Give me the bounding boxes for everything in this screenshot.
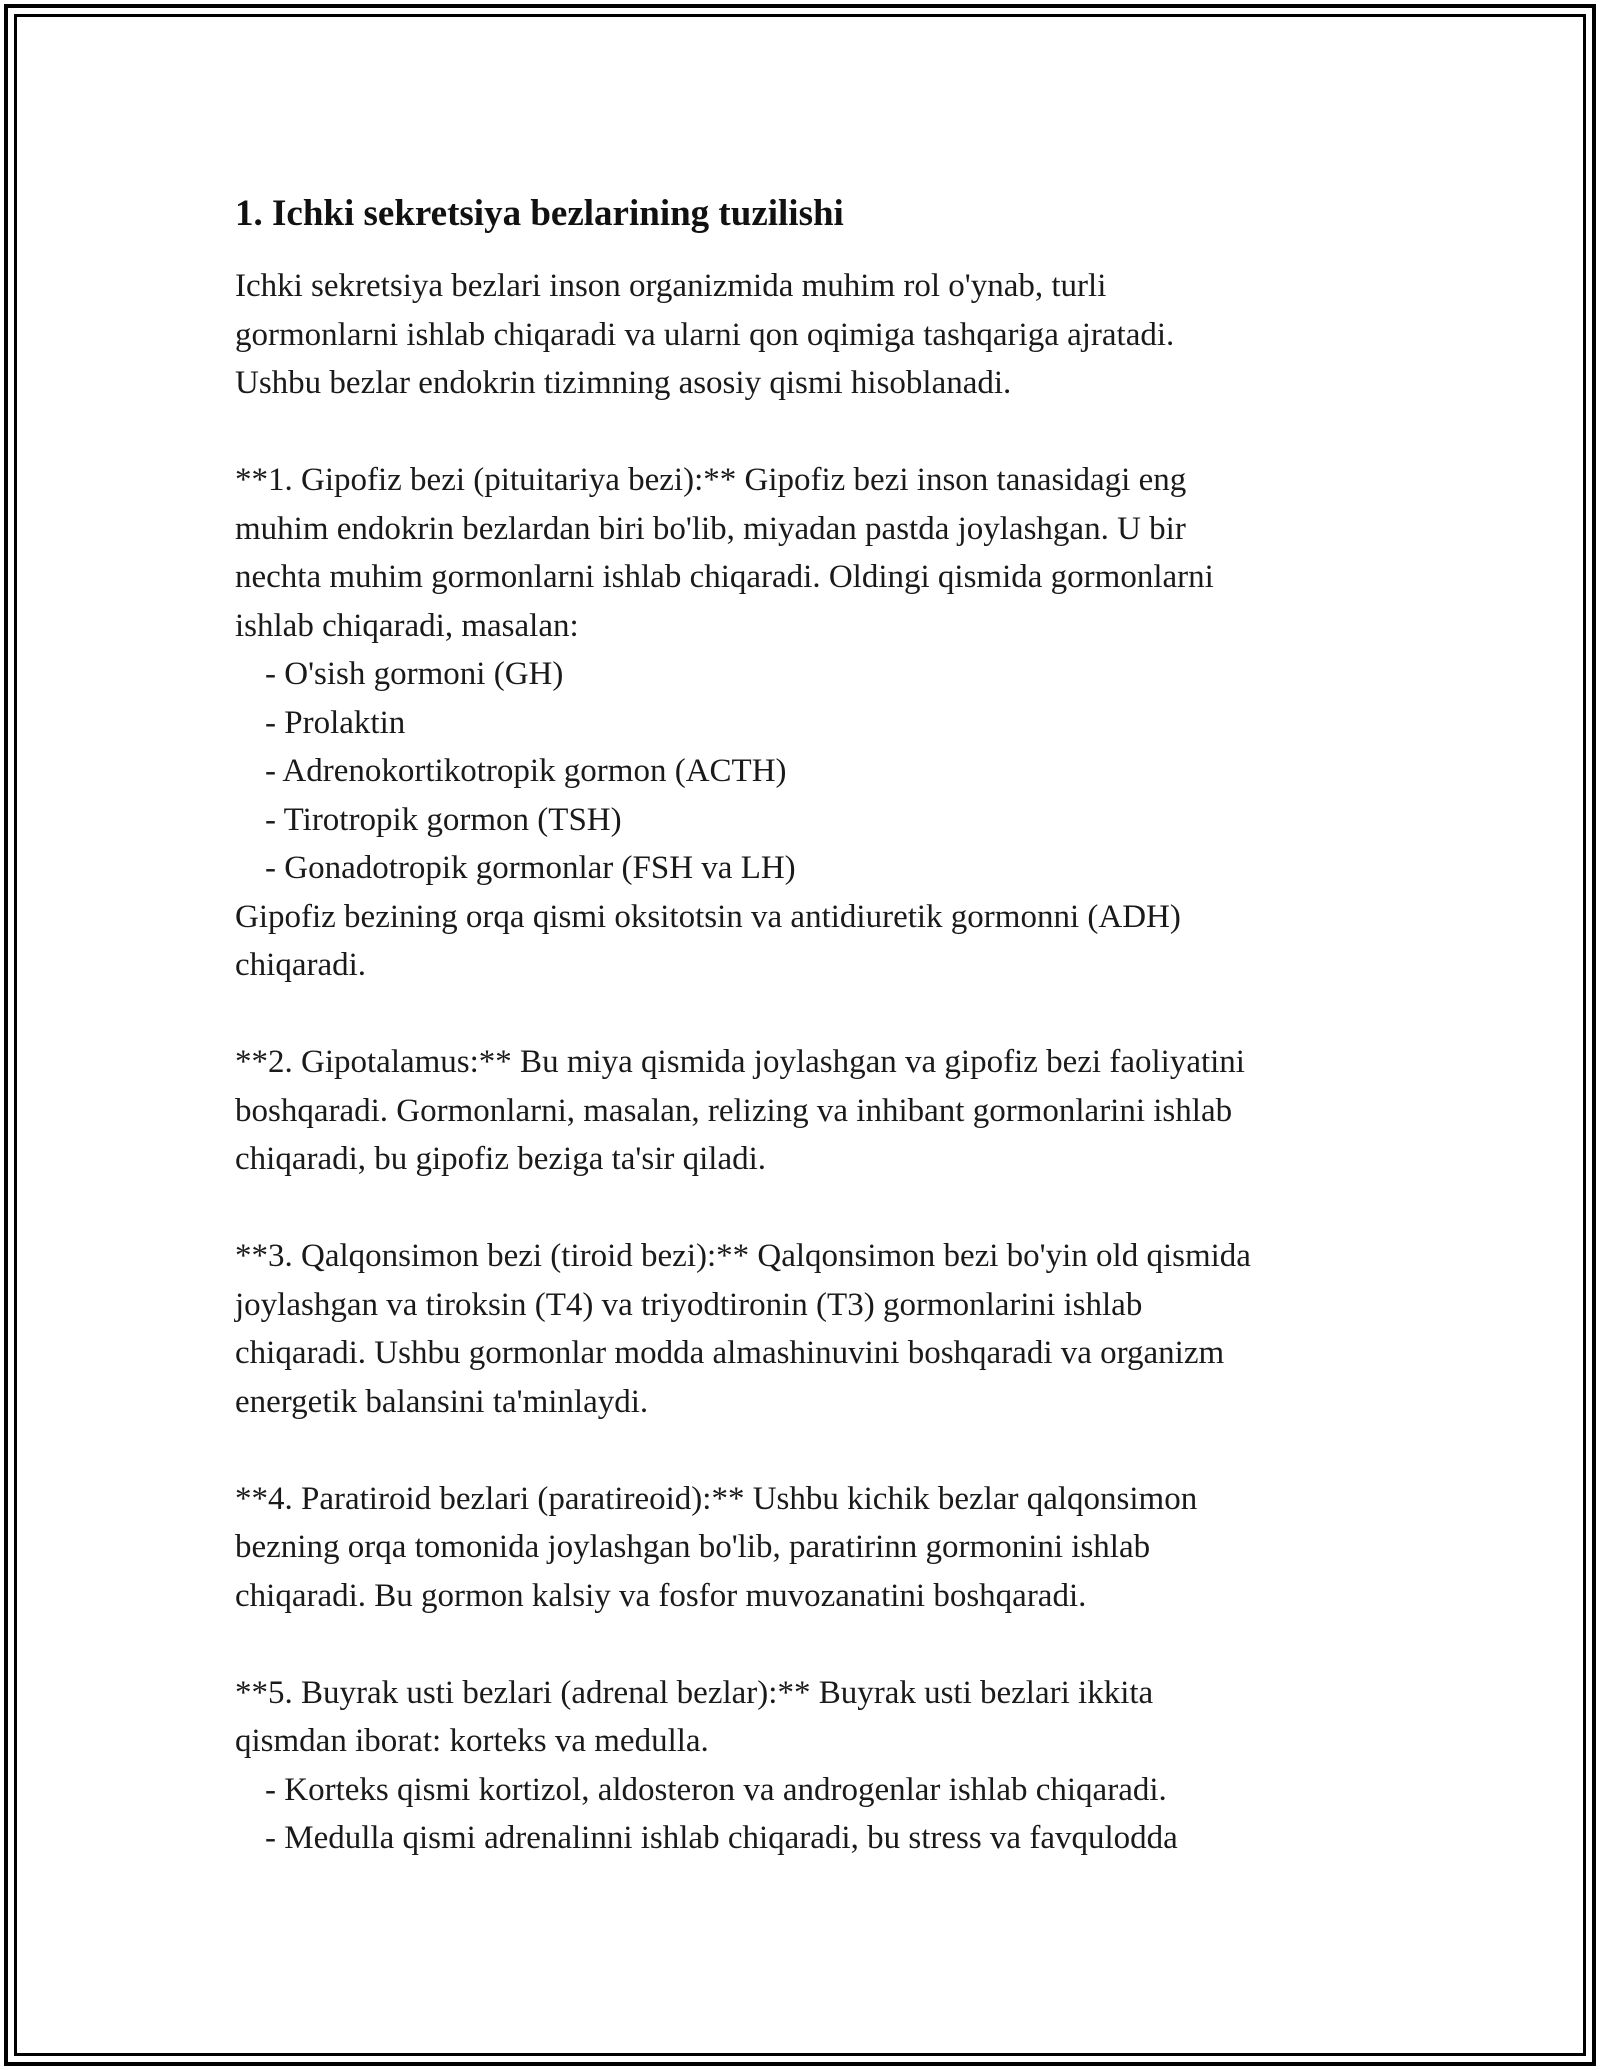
- list-item: - Medulla qismi adrenalinni ishlab chiqaradi, bu stress va favqulodda: [235, 1814, 1375, 1863]
- section-5-paragraph: **5. Buyrak usti bezlari (adrenal bezlar):** Buyrak usti bezlari ikkita qismdan iborat: korteks va medulla.: [235, 1674, 1154, 1759]
- list-item: - Adrenokortikotropik gormon (ACTH): [235, 747, 1375, 796]
- document-heading: 1. Ichki sekretsiya bezlarining tuzilishi: [235, 193, 844, 234]
- paragraph-gap: [235, 1184, 1375, 1233]
- list-item: - Prolaktin: [235, 699, 1375, 748]
- section-1-paragraph: **1. Gipofiz bezi (pituitariya bezi):** Gipofiz bezi inson tanasidagi eng muhim endokrin bezlardan biri bo'lib, miyadan pastda joylashgan. U bir nechta muhim gormonlarni ishlab chiqaradi. Oldingi qismida gormonlarni ishlab chiqaradi, masalan:: [235, 462, 1214, 644]
- list-item: - Gonadotropik gormonlar (FSH va LH): [235, 844, 1375, 893]
- section-2-paragraph: **2. Gipotalamus:** Bu miya qismida joylashgan va gipofiz bezi faoliyatini boshqaradi. Gormonlarni, masalan, relizing va inhibant gormonlarini ishlab chiqaradi, bu gipofiz beziga ta'sir qiladi.: [235, 1044, 1245, 1177]
- paragraph-gap: [235, 990, 1375, 1039]
- list-item: - Korteks qismi kortizol, aldosteron va androgenlar ishlab chiqaradi.: [235, 1766, 1375, 1815]
- section-3-paragraph: **3. Qalqonsimon bezi (tiroid bezi):** Qalqonsimon bezi bo'yin old qismida joylashgan va tiroksin (T4) va triyodtironin (T3) gormonlarini ishlab chiqaradi. Ushbu gormonlar modda almashinuvini boshqaradi va organizm energetik balansini ta'minlaydi.: [235, 1238, 1251, 1420]
- paragraph-gap: [235, 1426, 1375, 1475]
- document-body: [235, 186, 1375, 1863]
- section-1-hormone-list: [235, 650, 1375, 893]
- section-5-list: [235, 1766, 1375, 1863]
- paragraph-gap: [235, 408, 1375, 457]
- paragraph-gap: [235, 1620, 1375, 1669]
- list-item: - O'sish gormoni (GH): [235, 650, 1375, 699]
- section-4-paragraph: **4. Paratiroid bezlari (paratireoid):** Ushbu kichik bezlar qalqonsimon bezning orqa tomonida joylashgan bo'lib, paratirinn gormonini ishlab chiqaradi. Bu gormon kalsiy va fosfor muvozanatini boshqaradi.: [235, 1480, 1198, 1614]
- section-1-after-paragraph: Gipofiz bezining orqa qismi oksitotsin va antidiuretik gormonni (ADH) chiqaradi.: [235, 898, 1181, 983]
- list-item: - Tirotropik gormon (TSH): [235, 796, 1375, 845]
- intro-paragraph: Ichki sekretsiya bezlari inson organizmida muhim rol o'ynab, turli gormonlarni ishlab chiqaradi va ularni qon oqimiga tashqariga ajratadi. Ushbu bezlar endokrin tizimning asosiy qismi hisoblanadi.: [235, 268, 1175, 401]
